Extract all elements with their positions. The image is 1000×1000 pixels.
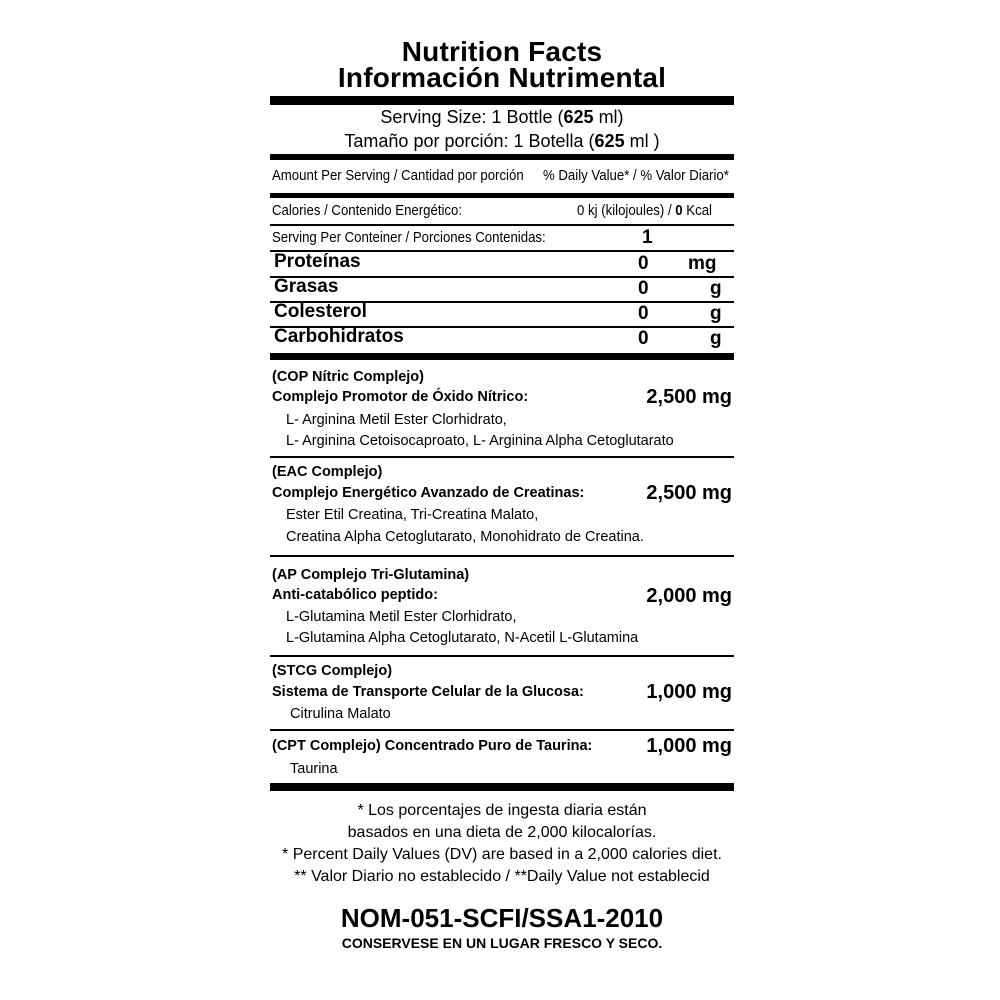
title-spanish: Información Nutrimental [337,62,667,93]
bottom-thick-rule [270,783,734,791]
complex-name: (CPT Complejo) Concentrado Puro de Taurina: [272,738,593,754]
calories-label: Calories / Contenido Energético: [272,202,463,219]
regulation-norm: NOM-051-SCFI/SSA1-2010 [340,903,664,933]
complex-name: Anti-catabólico peptido: [272,587,438,603]
nutrient-name: Carbohidratos [274,326,404,347]
complex-ingredient: L-Glutamina Metil Ester Clorhidrato, [286,609,517,625]
nutrient-name: Proteínas [274,251,361,272]
complex-rule [270,655,734,657]
complex-ingredient: Creatina Alpha Cetoglutarato, Monohidrato de Creatina. [286,529,644,545]
nutrient-name: Colesterol [274,301,367,322]
nutrition-facts-label [270,0,734,1000]
footnote: basados en una dieta de 2,000 kilocalorías. [347,824,657,841]
complex-ingredient: Taurina [290,761,338,777]
serving-rule [270,154,734,160]
complex-code: (STCG Complejo) [272,663,393,679]
servings-per-container-label: Serving Per Conteiner / Porciones Contenidas: [272,229,546,246]
complex-ingredient: L-Glutamina Alpha Cetoglutarato, N-Acetil L-Glutamina [286,630,639,646]
nutrients-thick-rule [270,353,734,360]
title-english: Nutrition Facts [401,36,603,67]
nutrient-amount: 0 [638,278,649,299]
complex-ingredient: L- Arginina Metil Ester Clorhidrato, [286,412,507,428]
calories-value: 0 kj (kilojoules) / 0 Kcal [577,202,712,219]
nutrient-unit: g [710,303,722,324]
complex-code: (COP Nítric Complejo) [272,369,424,385]
amount-rule [270,193,734,198]
amount-per-serving-label: Amount Per Serving / Cantidad por porción [272,167,524,184]
storage-instructions: CONSERVESE EN UN LUGAR FRESCO Y SECO. [341,935,663,951]
calories-rule [270,224,734,226]
nutrient-unit: g [710,278,722,299]
complex-name: Sistema de Transporte Celular de la Glucosa: [272,684,584,700]
nutrient-unit: g [710,328,722,349]
footnote: * Percent Daily Values (DV) are based in a 2,000 calories diet. [282,846,722,863]
nutrient-amount: 0 [638,303,649,324]
complex-ingredient: Ester Etil Creatina, Tri-Creatina Malato, [286,507,539,523]
nutrient-rule [270,276,734,278]
complex-amount: 2,500 mg [646,482,732,504]
nutrient-amount: 0 [638,253,649,274]
complex-amount: 1,000 mg [646,681,732,703]
top-thick-rule [270,96,734,105]
complex-code: (EAC Complejo) [272,464,383,480]
nutrient-amount: 0 [638,328,649,349]
nutrient-name: Grasas [274,276,339,297]
daily-value-label: % Daily Value* / % Valor Diario* [543,167,729,184]
footnote: ** Valor Diario no establecido / **Daily Value not establecid [294,868,710,885]
complex-amount: 2,500 mg [646,386,732,408]
complex-rule [270,555,734,557]
complex-ingredient: Citrulina Malato [290,706,391,722]
complex-rule [270,456,734,458]
serving-size-english: Serving Size: 1 Bottle (625 ml) [380,107,624,127]
complex-name: Complejo Energético Avanzado de Creatinas: [272,485,585,501]
nutrient-unit: mg [688,253,717,274]
complex-name: Complejo Promotor de Óxido Nítrico: [272,389,529,405]
complex-code: (AP Complejo Tri-Glutamina) [272,567,470,583]
servings-per-container-value: 1 [642,227,653,248]
footnote: * Los porcentajes de ingesta diaria están [357,802,647,819]
complex-rule [270,729,734,731]
serving-size-spanish: Tamaño por porción: 1 Botella (625 ml ) [344,131,660,151]
complex-ingredient: L- Arginina Cetoisocaproato, L- Arginina Alpha Cetoglutarato [286,433,674,449]
complex-amount: 1,000 mg [646,735,732,757]
complex-amount: 2,000 mg [646,585,732,607]
